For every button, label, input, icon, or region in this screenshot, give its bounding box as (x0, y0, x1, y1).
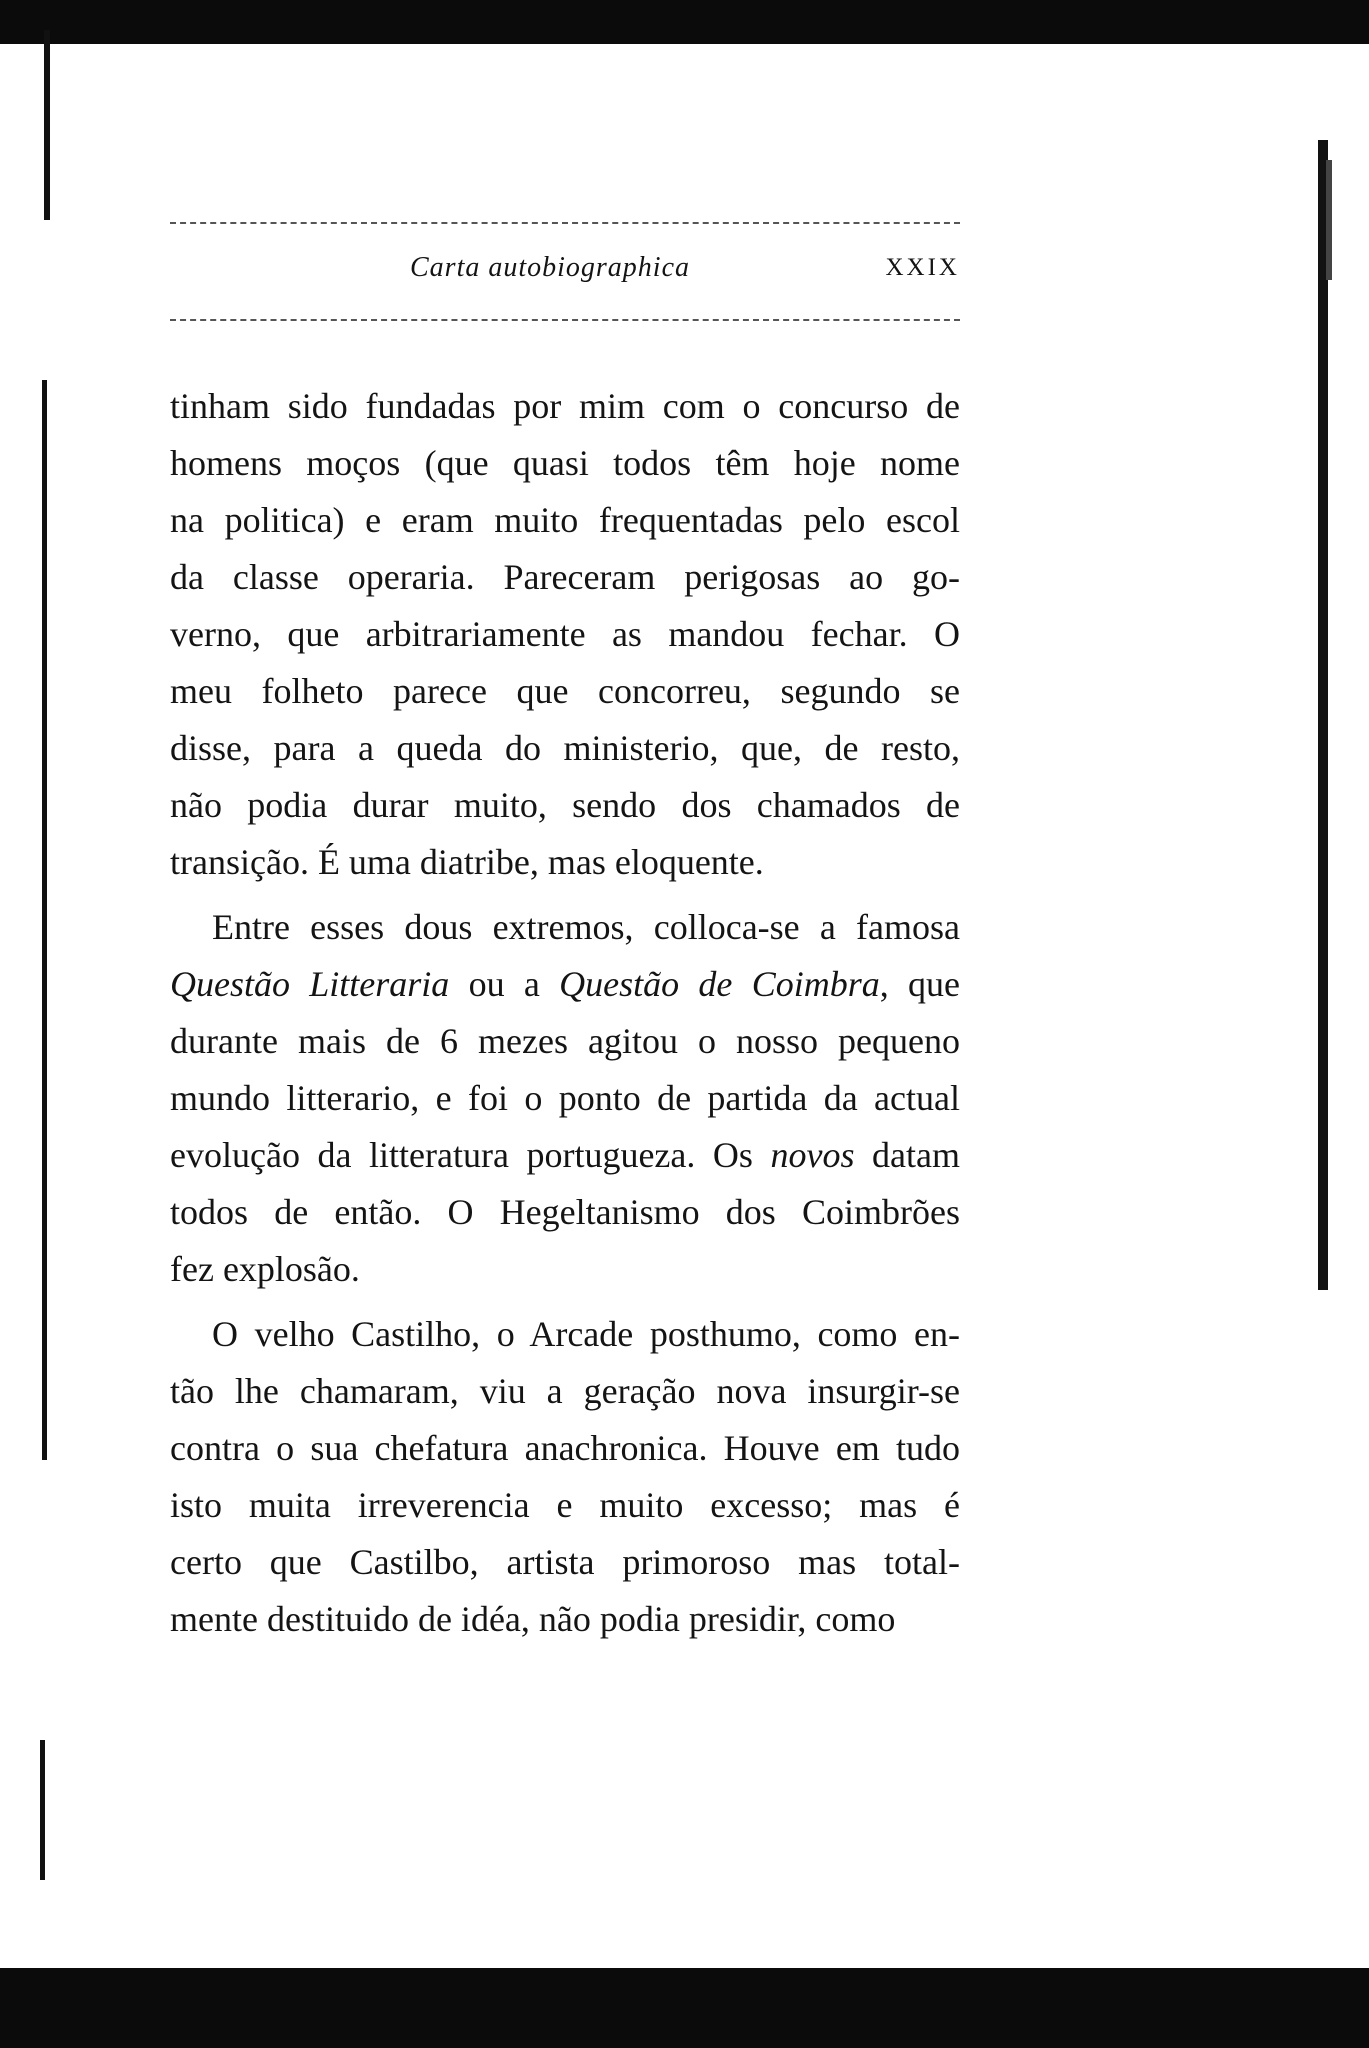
text-line (170, 1534, 960, 1591)
text-line (170, 492, 960, 549)
text-line (170, 549, 960, 606)
text-line (170, 1477, 960, 1534)
text-run: certo que Castilbo, artista primoroso mas total- (170, 1542, 960, 1582)
scan-border-bottom (0, 1968, 1369, 2048)
text-run: O velho Castilho, o Arcade posthumo, como en- (212, 1314, 960, 1354)
text-line (170, 1241, 960, 1298)
text-line (170, 1420, 960, 1477)
text-line (170, 777, 960, 834)
paragraph-gap (170, 1298, 960, 1306)
text-line (170, 663, 960, 720)
italic-text: Questão de Coimbra (559, 964, 880, 1004)
text-line (170, 606, 960, 663)
header-rule-top (170, 222, 960, 224)
text-run: transição. É uma diatribe, mas eloquente. (170, 842, 764, 882)
text-run: disse, para a queda do ministerio, que, de resto, (170, 728, 960, 768)
text-line (170, 1013, 960, 1070)
page-number: XXIX (885, 254, 960, 281)
text-run: da classe operaria. Pareceram perigosas ao go- (170, 557, 960, 597)
text-run: verno, que arbitrariamente as mandou fechar. O (170, 614, 960, 654)
text-line (170, 378, 960, 435)
paragraph-gap (170, 891, 960, 899)
scan-edge-right (1318, 140, 1328, 1290)
italic-text: novos (770, 1135, 855, 1175)
text-line (170, 956, 960, 1013)
text-run: ou a (449, 964, 560, 1004)
text-line (170, 1363, 960, 1420)
text-run: evolução da litteratura portugueza. Os (170, 1135, 771, 1175)
scan-edge-left (42, 380, 47, 1460)
text-run: não podia durar muito, sendo dos chamados de (170, 785, 960, 825)
text-run: isto muita irreverencia e muito excesso; mas é (170, 1485, 960, 1525)
text-line (170, 1306, 960, 1363)
text-line (170, 720, 960, 777)
text-run: Entre esses dous extremos, colloca-se a famosa (212, 907, 960, 947)
running-header (170, 252, 960, 302)
text-line (170, 435, 960, 492)
text-run: fez explosão. (170, 1249, 360, 1289)
text-run: mundo litterario, e foi o ponto de partida da actual (170, 1078, 960, 1118)
italic-text: Questão Litteraria (170, 964, 450, 1004)
text-run: meu folheto parece que concorreu, segundo se (170, 671, 960, 711)
text-run: homens moços (que quasi todos têm hoje nome (170, 443, 960, 483)
text-run: todos de então. O Hegeltanismo dos Coimbrões (170, 1192, 960, 1232)
text-run: tão lhe chamaram, viu a geração nova insurgir-se (170, 1371, 960, 1411)
text-line (170, 899, 960, 956)
text-line (170, 834, 960, 891)
text-run: contra o sua chefatura anachronica. Houve em tudo (170, 1428, 960, 1468)
body-text (170, 378, 960, 1648)
header-rule-bottom (170, 319, 960, 321)
text-run: datam (854, 1135, 960, 1175)
text-run: durante mais de 6 mezes agitou o nosso pequeno (170, 1021, 960, 1061)
running-title: Carta autobiographica (410, 252, 691, 283)
scan-border-top (0, 0, 1369, 44)
text-run: tinham sido fundadas por mim com o concurso de (170, 386, 960, 426)
text-run: mente destituido de idéa, não podia presidir, como (170, 1599, 896, 1639)
text-run: na politica) e eram muito frequentadas pelo escol (170, 500, 960, 540)
text-line (170, 1127, 960, 1184)
text-run: , que (879, 964, 961, 1004)
scan-edge-left (40, 1740, 45, 1880)
scan-edge-left (44, 30, 50, 220)
text-line (170, 1184, 960, 1241)
text-line (170, 1070, 960, 1127)
text-line (170, 1591, 960, 1648)
scan-edge-right (1326, 160, 1332, 280)
